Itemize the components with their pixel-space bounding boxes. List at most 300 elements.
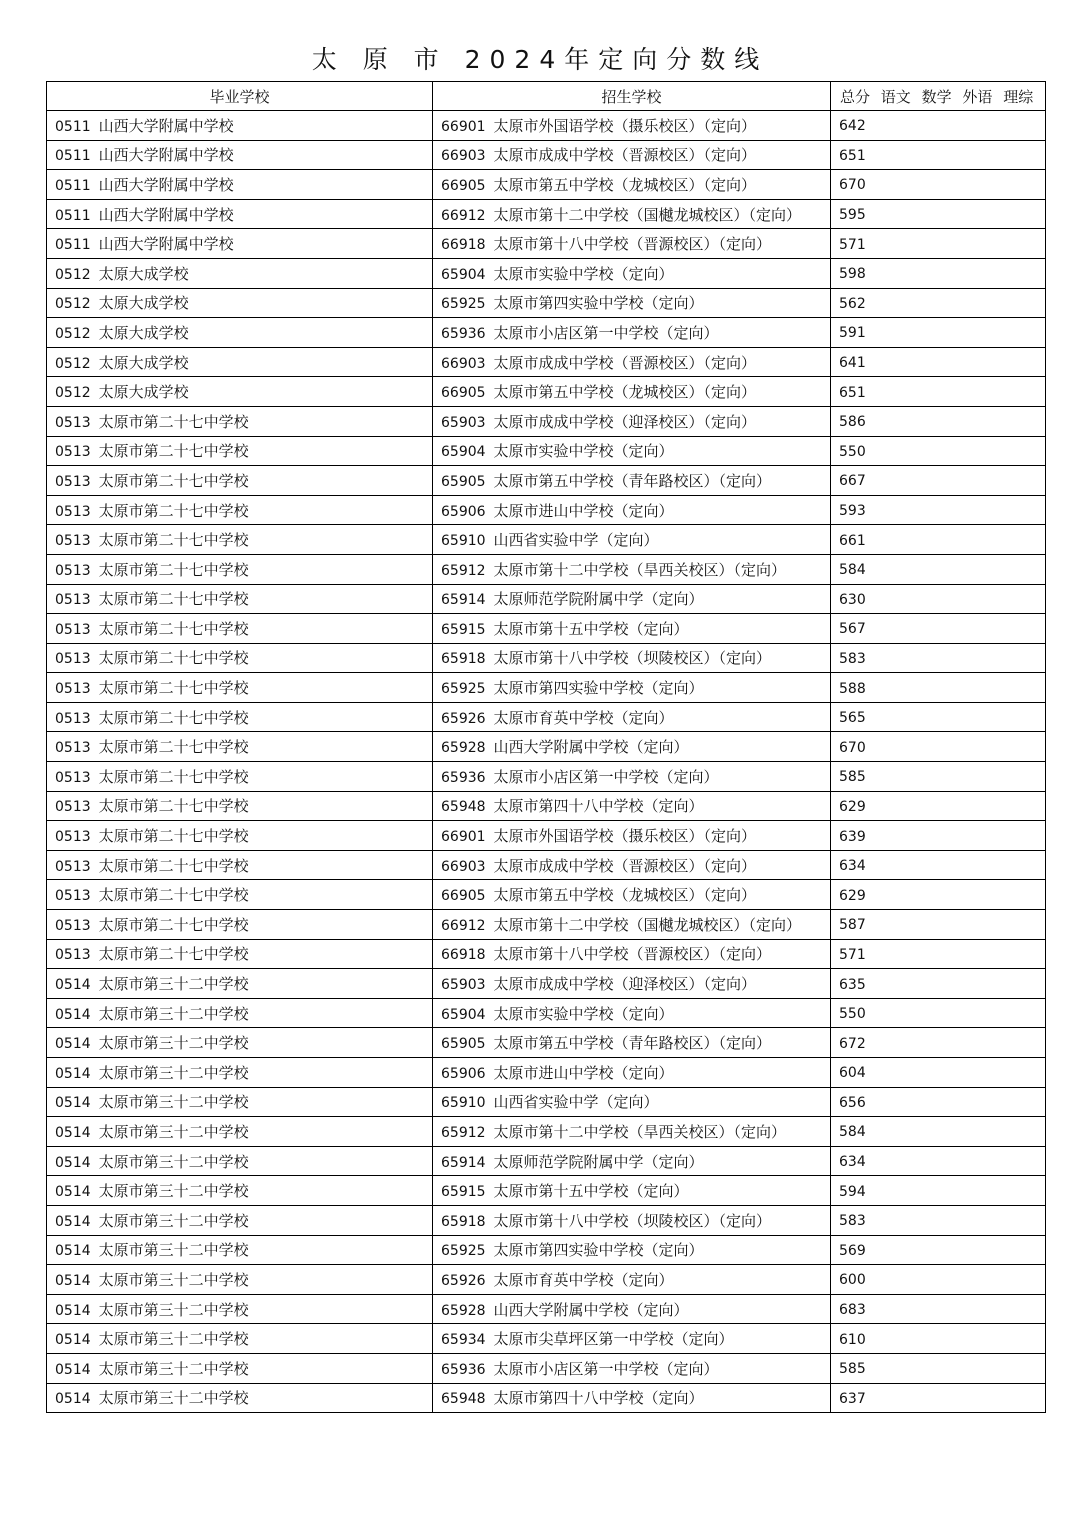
graduate-school-code: 0512: [55, 296, 91, 313]
graduate-school-cell: [47, 525, 433, 555]
graduate-school-code: 0513: [55, 592, 91, 609]
admission-school-name: 太原市第五中学校（龙城校区）（定向）: [493, 175, 757, 194]
graduate-school-cell: [47, 910, 433, 940]
table-row: [47, 1265, 1046, 1295]
total-score: 571: [839, 946, 866, 963]
admission-school-name: 太原市第十二中学校（国樾龙城校区）（定向）: [493, 205, 802, 224]
graduate-school-name: 太原市第二十七中学校: [98, 442, 249, 461]
admission-school-name: 太原师范学院附属中学（定向）: [493, 590, 704, 609]
score-cell: [831, 939, 1046, 969]
admission-school-cell: [433, 939, 831, 969]
graduate-school-code: 0513: [55, 710, 91, 727]
graduate-school-name: 太原市第三十二中学校: [98, 1182, 249, 1201]
score-cell: [831, 318, 1046, 348]
admission-school-name: 太原市第四十八中学校（定向）: [493, 1389, 704, 1408]
admission-school-cell: [433, 1353, 831, 1383]
header-math: 数学: [921, 87, 952, 106]
graduate-school-cell: [47, 702, 433, 732]
graduate-school-cell: [47, 762, 433, 792]
table-row: [47, 1117, 1046, 1147]
score-cell: [831, 1058, 1046, 1088]
table-row: [47, 1205, 1046, 1235]
admission-school-cell: [433, 998, 831, 1028]
graduate-school-name: 太原市第二十七中学校: [98, 797, 249, 816]
admission-school-name: 太原市第十二中学校（旱西关校区）（定向）: [493, 560, 787, 579]
total-score: 584: [839, 1124, 866, 1141]
graduate-school-code: 0514: [55, 1243, 91, 1260]
score-cell: [831, 969, 1046, 999]
admission-school-name: 山西省实验中学（定向）: [493, 1093, 659, 1112]
score-cell: [831, 377, 1046, 407]
admission-school-cell: [433, 436, 831, 466]
graduate-school-code: 0514: [55, 1036, 91, 1053]
table-row: [47, 821, 1046, 851]
admission-school-name: 山西大学附属中学校（定向）: [493, 1300, 689, 1319]
admission-school-code: 65912: [441, 1124, 486, 1141]
admission-school-code: 65926: [441, 710, 486, 727]
admission-school-code: 65905: [441, 1036, 486, 1053]
graduate-school-name: 山西大学附属中学校: [98, 146, 234, 165]
table-row: [47, 377, 1046, 407]
admission-school-name: 太原市育英中学校（定向）: [493, 1270, 674, 1289]
admission-school-code: 65914: [441, 1154, 486, 1171]
score-cell: [831, 614, 1046, 644]
graduate-school-cell: [47, 288, 433, 318]
graduate-school-name: 太原市第二十七中学校: [98, 945, 249, 964]
table-row: [47, 762, 1046, 792]
table-row: [47, 288, 1046, 318]
table-row: [47, 436, 1046, 466]
table-row: [47, 229, 1046, 259]
admission-school-cell: [433, 495, 831, 525]
table-row: [47, 998, 1046, 1028]
table-row: [47, 1087, 1046, 1117]
admission-school-code: 65906: [441, 1065, 486, 1082]
graduate-school-code: 0513: [55, 740, 91, 757]
graduate-school-name: 太原大成学校: [98, 353, 189, 372]
admission-school-cell: [433, 584, 831, 614]
table-row: [47, 199, 1046, 229]
score-cell: [831, 732, 1046, 762]
graduate-school-cell: [47, 643, 433, 673]
total-score: 642: [839, 118, 866, 135]
score-cell: [831, 1353, 1046, 1383]
total-score: 594: [839, 1183, 866, 1200]
admission-school-code: 65936: [441, 325, 486, 342]
admission-school-cell: [433, 732, 831, 762]
page-title: 太 原 市 2024年定向分数线: [311, 45, 769, 74]
admission-school-code: 65918: [441, 1213, 486, 1230]
graduate-school-name: 太原市第二十七中学校: [98, 856, 249, 875]
admission-school-name: 太原市成成中学校（晋源校区）（定向）: [493, 353, 757, 372]
total-score: 610: [839, 1331, 866, 1348]
score-cell: [831, 1087, 1046, 1117]
graduate-school-cell: [47, 673, 433, 703]
total-score: 550: [839, 443, 866, 460]
admission-school-cell: [433, 1265, 831, 1295]
table-row: [47, 732, 1046, 762]
score-cell: [831, 1117, 1046, 1147]
graduate-school-cell: [47, 584, 433, 614]
admission-school-code: 65936: [441, 1361, 486, 1378]
graduate-school-code: 0513: [55, 444, 91, 461]
graduate-school-name: 太原市第二十七中学校: [98, 501, 249, 520]
admission-school-cell: [433, 1058, 831, 1088]
graduate-school-name: 太原市第二十七中学校: [98, 708, 249, 727]
admission-school-code: 66912: [441, 207, 486, 224]
total-score: 593: [839, 503, 866, 520]
graduate-school-code: 0513: [55, 533, 91, 550]
graduate-school-cell: [47, 1205, 433, 1235]
admission-school-code: 65910: [441, 533, 486, 550]
table-row: [47, 673, 1046, 703]
graduate-school-code: 0511: [55, 118, 91, 135]
graduate-school-cell: [47, 821, 433, 851]
graduate-school-cell: [47, 170, 433, 200]
admission-school-name: 太原市育英中学校（定向）: [493, 708, 674, 727]
admission-school-code: 65928: [441, 1302, 486, 1319]
graduate-school-code: 0514: [55, 1213, 91, 1230]
graduate-school-cell: [47, 1058, 433, 1088]
graduate-school-cell: [47, 199, 433, 229]
admission-school-cell: [433, 170, 831, 200]
total-score: 637: [839, 1390, 866, 1407]
table-row: [47, 1028, 1046, 1058]
graduate-school-code: 0512: [55, 325, 91, 342]
table-row: [47, 140, 1046, 170]
graduate-school-name: 太原市第二十七中学校: [98, 679, 249, 698]
admission-school-code: 65915: [441, 1184, 486, 1201]
table-row: [47, 1353, 1046, 1383]
graduate-school-name: 太原市第三十二中学校: [98, 1152, 249, 1171]
admission-school-code: 65904: [441, 266, 486, 283]
admission-school-cell: [433, 1176, 831, 1206]
total-score: 585: [839, 769, 866, 786]
admission-school-code: 65928: [441, 740, 486, 757]
admission-school-name: 太原市外国语学校（摄乐校区）（定向）: [493, 827, 757, 846]
admission-school-name: 太原市小店区第一中学校（定向）: [493, 323, 719, 342]
admission-school-cell: [433, 525, 831, 555]
graduate-school-name: 太原市第三十二中学校: [98, 1093, 249, 1112]
admission-school-code: 65915: [441, 621, 486, 638]
total-score: 567: [839, 621, 866, 638]
graduate-school-name: 太原大成学校: [98, 383, 189, 402]
admission-school-cell: [433, 643, 831, 673]
graduate-school-cell: [47, 1353, 433, 1383]
score-cell: [831, 762, 1046, 792]
table-row: [47, 1324, 1046, 1354]
graduate-school-name: 太原大成学校: [98, 323, 189, 342]
graduate-school-cell: [47, 614, 433, 644]
header-science: 理综: [1003, 87, 1034, 106]
admission-school-name: 太原市第五中学校（青年路校区）（定向）: [493, 1034, 772, 1053]
total-score: 683: [839, 1302, 866, 1319]
graduate-school-name: 山西大学附属中学校: [98, 205, 234, 224]
total-score: 670: [839, 739, 866, 756]
graduate-school-name: 太原市第二十七中学校: [98, 827, 249, 846]
table-row: [47, 1176, 1046, 1206]
admission-school-code: 65934: [441, 1332, 486, 1349]
score-cell: [831, 288, 1046, 318]
graduate-school-cell: [47, 318, 433, 348]
admission-school-cell: [433, 821, 831, 851]
admission-school-code: 66918: [441, 237, 486, 254]
table-row: [47, 969, 1046, 999]
admission-school-cell: [433, 791, 831, 821]
admission-school-cell: [433, 762, 831, 792]
admission-school-code: 66903: [441, 858, 486, 875]
graduate-school-name: 太原市第三十二中学校: [98, 1330, 249, 1349]
total-score: 587: [839, 917, 866, 934]
score-cell: [831, 910, 1046, 940]
admission-school-cell: [433, 111, 831, 141]
graduate-school-code: 0514: [55, 1154, 91, 1171]
graduate-school-code: 0514: [55, 1124, 91, 1141]
graduate-school-cell: [47, 377, 433, 407]
table-row: [47, 466, 1046, 496]
header-total: 总分: [840, 87, 871, 106]
admission-school-cell: [433, 673, 831, 703]
admission-school-cell: [433, 466, 831, 496]
admission-school-name: 太原市第十五中学校（定向）: [493, 619, 689, 638]
graduate-school-name: 太原市第三十二中学校: [98, 1241, 249, 1260]
admission-school-name: 太原市第五中学校（龙城校区）（定向）: [493, 886, 757, 905]
admission-school-name: 太原市成成中学校（迎泽校区）（定向）: [493, 412, 757, 431]
table-row: [47, 910, 1046, 940]
admission-school-name: 太原师范学院附属中学（定向）: [493, 1152, 704, 1171]
graduate-school-name: 太原市第三十二中学校: [98, 1389, 249, 1408]
admission-school-cell: [433, 1087, 831, 1117]
graduate-school-name: 太原大成学校: [98, 294, 189, 313]
total-score: 604: [839, 1065, 866, 1082]
admission-school-name: 太原市成成中学校（迎泽校区）（定向）: [493, 975, 757, 994]
admission-school-code: 66901: [441, 829, 486, 846]
score-cell: [831, 525, 1046, 555]
graduate-school-name: 太原市第二十七中学校: [98, 560, 249, 579]
graduate-school-code: 0514: [55, 1184, 91, 1201]
admission-school-cell: [433, 1028, 831, 1058]
total-score: 586: [839, 414, 866, 431]
admission-school-cell: [433, 1383, 831, 1413]
graduate-school-name: 太原市第三十二中学校: [98, 1034, 249, 1053]
admission-school-cell: [433, 347, 831, 377]
graduate-school-code: 0513: [55, 799, 91, 816]
graduate-school-name: 太原市第三十二中学校: [98, 1004, 249, 1023]
admission-school-code: 66912: [441, 917, 486, 934]
table-row: [47, 702, 1046, 732]
admission-school-name: 太原市第十八中学校（晋源校区）（定向）: [493, 235, 772, 254]
admission-school-name: 太原市第四实验中学校（定向）: [493, 294, 704, 313]
graduate-school-code: 0511: [55, 237, 91, 254]
table-row: [47, 614, 1046, 644]
total-score: 656: [839, 1094, 866, 1111]
graduate-school-code: 0514: [55, 1391, 91, 1408]
score-cell: [831, 702, 1046, 732]
admission-school-cell: [433, 850, 831, 880]
admission-school-cell: [433, 554, 831, 584]
graduate-school-cell: [47, 880, 433, 910]
graduate-school-name: 太原大成学校: [98, 264, 189, 283]
admission-school-cell: [433, 969, 831, 999]
graduate-school-name: 太原市第三十二中学校: [98, 1300, 249, 1319]
score-cell: [831, 643, 1046, 673]
table-row: [47, 791, 1046, 821]
admission-school-cell: [433, 406, 831, 436]
table-row: [47, 347, 1046, 377]
graduate-school-code: 0513: [55, 651, 91, 668]
admission-school-name: 太原市第四十八中学校（定向）: [493, 797, 704, 816]
score-cell: [831, 850, 1046, 880]
admission-school-code: 65905: [441, 473, 486, 490]
admission-school-name: 太原市成成中学校（晋源校区）（定向）: [493, 856, 757, 875]
total-score: 629: [839, 798, 866, 815]
admission-school-code: 65918: [441, 651, 486, 668]
total-score: 672: [839, 1035, 866, 1052]
admission-school-cell: [433, 1324, 831, 1354]
total-score: 583: [839, 1213, 866, 1230]
graduate-school-name: 太原市第二十七中学校: [98, 649, 249, 668]
graduate-school-cell: [47, 554, 433, 584]
table-body: [47, 111, 1046, 1413]
admission-school-code: 66903: [441, 355, 486, 372]
graduate-school-code: 0513: [55, 917, 91, 934]
header-admission-school: 招生学校: [433, 82, 831, 111]
table-row: [47, 850, 1046, 880]
total-score: 634: [839, 858, 866, 875]
score-cell: [831, 229, 1046, 259]
total-score: 670: [839, 177, 866, 194]
admission-school-name: 太原市进山中学校（定向）: [493, 501, 674, 520]
table-row: [47, 584, 1046, 614]
admission-school-code: 65948: [441, 799, 486, 816]
graduate-school-name: 太原市第二十七中学校: [98, 412, 249, 431]
admission-school-cell: [433, 258, 831, 288]
graduate-school-code: 0512: [55, 385, 91, 402]
admission-school-cell: [433, 1205, 831, 1235]
total-score: 639: [839, 828, 866, 845]
score-cell: [831, 1294, 1046, 1324]
admission-school-name: 太原市成成中学校（晋源校区）（定向）: [493, 146, 757, 165]
score-cell: [831, 821, 1046, 851]
graduate-school-code: 0513: [55, 562, 91, 579]
table-row: [47, 1058, 1046, 1088]
admission-school-code: 65912: [441, 562, 486, 579]
graduate-school-name: 山西大学附属中学校: [98, 116, 234, 135]
graduate-school-name: 太原市第二十七中学校: [98, 471, 249, 490]
graduate-school-code: 0513: [55, 829, 91, 846]
admission-school-code: 66903: [441, 148, 486, 165]
graduate-school-name: 太原市第二十七中学校: [98, 619, 249, 638]
admission-school-code: 65904: [441, 444, 486, 461]
admission-school-cell: [433, 318, 831, 348]
score-cell: [831, 140, 1046, 170]
graduate-school-cell: [47, 347, 433, 377]
admission-school-name: 太原市实验中学校（定向）: [493, 1004, 674, 1023]
admission-school-cell: [433, 199, 831, 229]
score-cell: [831, 880, 1046, 910]
table-row: [47, 111, 1046, 141]
graduate-school-name: 太原市第三十二中学校: [98, 1359, 249, 1378]
graduate-school-cell: [47, 1028, 433, 1058]
total-score: 595: [839, 207, 866, 224]
graduate-school-cell: [47, 466, 433, 496]
total-score: 635: [839, 976, 866, 993]
table-row: [47, 258, 1046, 288]
score-cell: [831, 258, 1046, 288]
admission-school-code: 66905: [441, 385, 486, 402]
graduate-school-code: 0513: [55, 769, 91, 786]
total-score: 641: [839, 355, 866, 372]
graduate-school-cell: [47, 969, 433, 999]
score-cell: [831, 406, 1046, 436]
admission-school-name: 太原市小店区第一中学校（定向）: [493, 767, 719, 786]
admission-school-name: 太原市第五中学校（青年路校区）（定向）: [493, 471, 772, 490]
graduate-school-code: 0514: [55, 1302, 91, 1319]
graduate-school-cell: [47, 1117, 433, 1147]
graduate-school-cell: [47, 1087, 433, 1117]
total-score: 600: [839, 1272, 866, 1289]
table-row: [47, 1235, 1046, 1265]
table-row: [47, 1146, 1046, 1176]
total-score: 651: [839, 384, 866, 401]
graduate-school-name: 太原市第二十七中学校: [98, 590, 249, 609]
total-score: 630: [839, 591, 866, 608]
graduate-school-cell: [47, 850, 433, 880]
graduate-school-cell: [47, 1146, 433, 1176]
graduate-school-code: 0513: [55, 681, 91, 698]
admission-school-name: 太原市第五中学校（龙城校区）（定向）: [493, 383, 757, 402]
admission-school-name: 太原市小店区第一中学校（定向）: [493, 1359, 719, 1378]
graduate-school-cell: [47, 1324, 433, 1354]
graduate-school-code: 0513: [55, 473, 91, 490]
graduate-school-code: 0514: [55, 1065, 91, 1082]
total-score: 562: [839, 295, 866, 312]
graduate-school-cell: [47, 791, 433, 821]
table-header-row: [47, 82, 1046, 111]
score-cell: [831, 1205, 1046, 1235]
admission-school-cell: [433, 614, 831, 644]
table-row: [47, 495, 1046, 525]
admission-school-code: 66918: [441, 947, 486, 964]
admission-school-cell: [433, 880, 831, 910]
score-cell: [831, 1235, 1046, 1265]
admission-school-name: 太原市进山中学校（定向）: [493, 1063, 674, 1082]
table-row: [47, 525, 1046, 555]
graduate-school-cell: [47, 406, 433, 436]
admission-school-code: 65925: [441, 1243, 486, 1260]
graduate-school-name: 太原市第二十七中学校: [98, 738, 249, 757]
score-cell: [831, 466, 1046, 496]
graduate-school-code: 0513: [55, 858, 91, 875]
table-row: [47, 939, 1046, 969]
graduate-school-code: 0511: [55, 177, 91, 194]
admission-school-name: 山西大学附属中学校（定向）: [493, 738, 689, 757]
graduate-school-name: 太原市第二十七中学校: [98, 531, 249, 550]
graduate-school-code: 0514: [55, 1006, 91, 1023]
admission-school-cell: [433, 910, 831, 940]
graduate-school-code: 0512: [55, 266, 91, 283]
admission-school-name: 太原市实验中学校（定向）: [493, 442, 674, 461]
score-table: [46, 81, 1046, 1413]
graduate-school-name: 太原市第二十七中学校: [98, 767, 249, 786]
admission-school-code: 65904: [441, 1006, 486, 1023]
score-cell: [831, 554, 1046, 584]
score-cell: [831, 199, 1046, 229]
score-cell: [831, 1176, 1046, 1206]
total-score: 634: [839, 1154, 866, 1171]
graduate-school-cell: [47, 1383, 433, 1413]
graduate-school-cell: [47, 1235, 433, 1265]
